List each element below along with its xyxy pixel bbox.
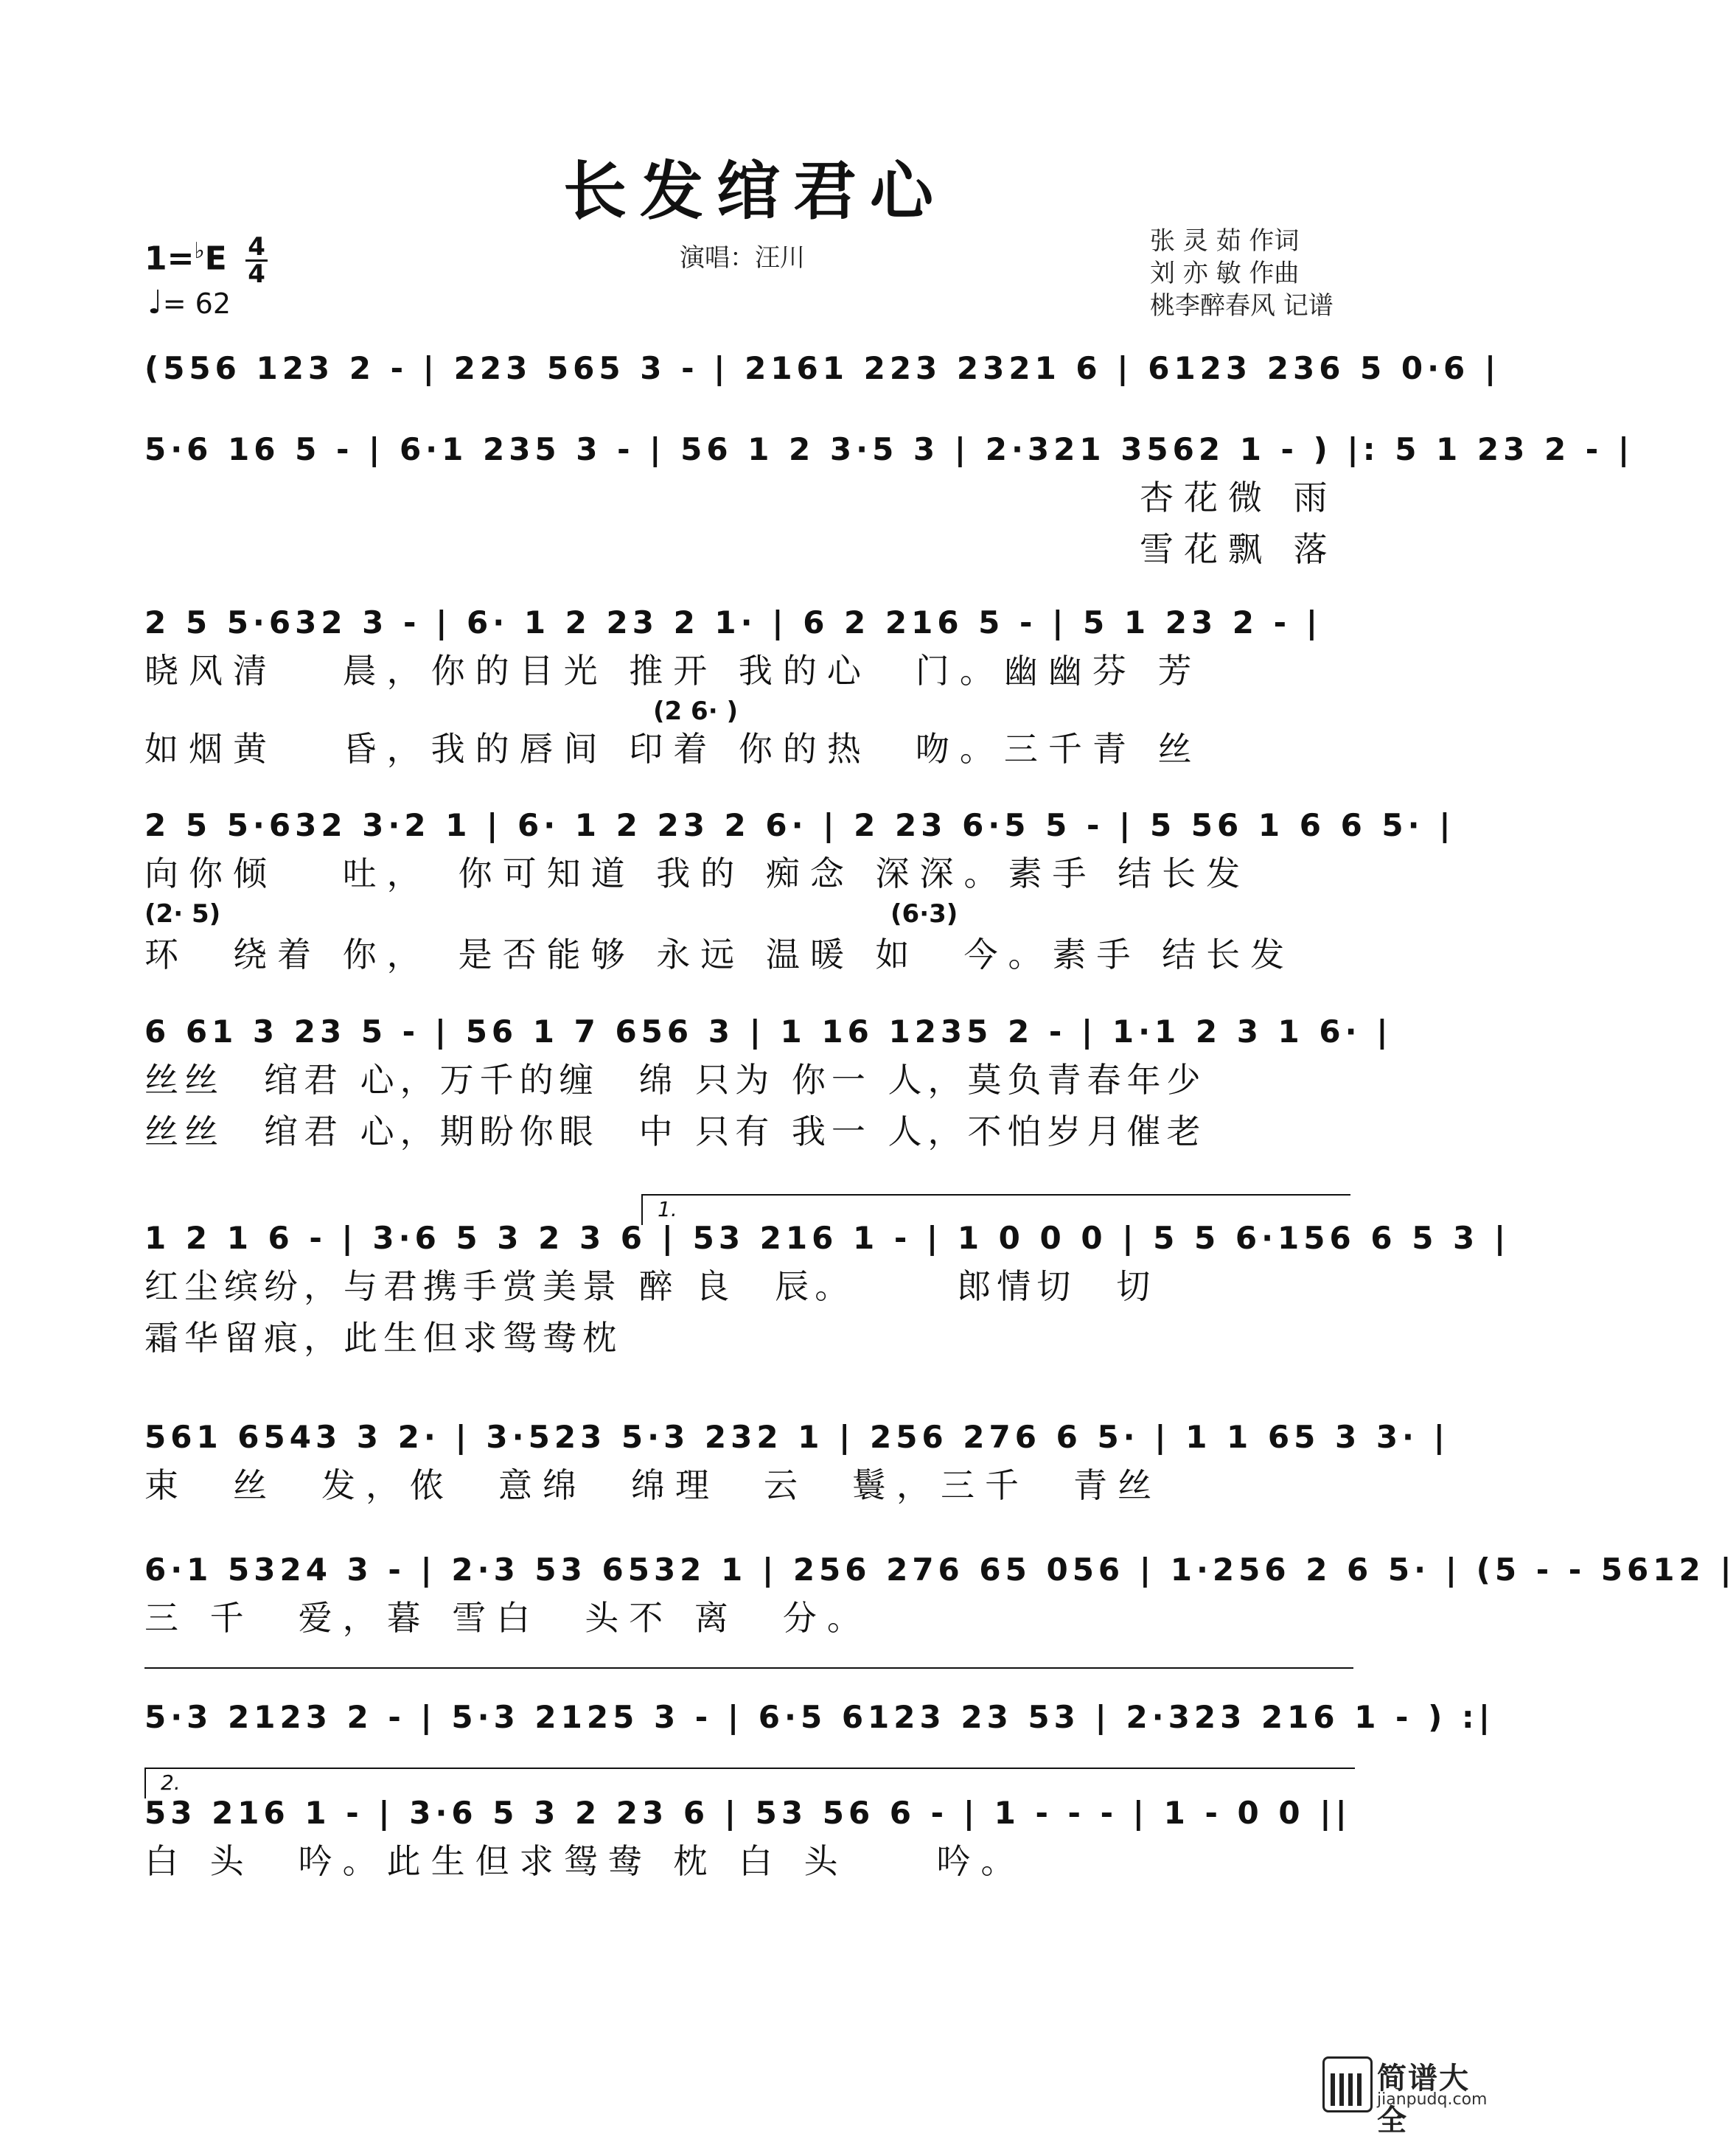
lyric-verse-1: 晓风清 晨，你的目光 推开 我的心 门。幽幽芬 芳 (144, 651, 1202, 691)
time-top: 4 (248, 232, 265, 262)
quarter-note-icon: ♩ (147, 284, 163, 321)
system-9 (144, 1695, 1495, 1740)
key-tonic: E (204, 240, 227, 278)
notes-line: 5·6 16 5 - | 6·1 235 3 - | 56 1 2 3·5 3 | 2·321 3562 1 - ) |: 5 1 23 2 - | (144, 431, 1634, 467)
system-6 (144, 1216, 1510, 1364)
time-signature (245, 234, 268, 287)
lyric-verse-2: 如烟黄 昏，我的唇间 印着 你的热 吻。三千青 丝 (144, 729, 1202, 769)
alt-notes-a: (2· 5) (144, 899, 221, 929)
site-logo[interactable] (1322, 2051, 1499, 2138)
lyric-verse-1: 白 头 吟。此生但求鸳鸯 枕 白 头 吟。 (144, 1841, 1025, 1881)
system-1 (144, 346, 1501, 391)
notes-line: (556 123 2 - | 223 565 3 - | 2161 223 2321 6 | 6123 236 5 0·6 | (144, 350, 1501, 386)
system-8 (144, 1548, 1736, 1644)
lyric-verse-1: 红尘缤纷，与君携手赏美景 醉 良 辰。 郎情切 切 (144, 1266, 1157, 1306)
notes-line: 1 2 1 6 - | 3·6 5 3 2 3 6 | 53 216 1 - | 1 0 0 0 | 5 5 6·156 6 5 3 | (144, 1220, 1510, 1256)
system-3 (144, 601, 1368, 775)
tempo-value: = 62 (162, 287, 231, 320)
performer: 演唱：汪川 (680, 243, 805, 273)
tempo-marking (147, 284, 231, 321)
lyric-verse-1: 杏花微 雨 (1140, 478, 1338, 517)
lyric-verse-1: 三 千 爱，暮 雪白 头不 离 分。 (144, 1598, 871, 1638)
transcriber-credit: 桃李醉春风 记谱 (1150, 291, 1334, 321)
lyricist-credit: 张 灵 茹 作词 (1150, 226, 1300, 256)
system-4 (144, 803, 1455, 980)
song-title: 长发绾君心 (563, 154, 947, 228)
notes-line: 2 5 5·632 3·2 1 | 6· 1 2 23 2 6· | 2 23 6·5 5 - | 5 56 1 6 6 5· | (144, 807, 1455, 843)
notes-line: 6 61 3 23 5 - | 56 1 7 656 3 | 1 16 1235 2 - | 1·1 2 3 1 6· | (144, 1013, 1392, 1050)
volta-1-label: 1. (658, 1197, 677, 1221)
credits (1150, 225, 1334, 322)
notes-line: 5·3 2123 2 - | 5·3 2125 3 - | 6·5 6123 23 53 | 2·323 216 1 - ) :| (144, 1699, 1495, 1735)
logo-name: 简谱大全 (1377, 2062, 1470, 2138)
notes-line: 561 6543 3 2· | 3·523 5·3 232 1 | 256 276 6 5· | 1 1 65 3 3· | (144, 1419, 1449, 1455)
lyric-verse-1: 束 丝 发，侬 意绵 绵理 云 鬟，三千 青丝 (144, 1465, 1162, 1505)
key-signature (144, 234, 268, 287)
composer-credit: 刘 亦 敏 作曲 (1150, 259, 1300, 288)
alt-notes: (2 6· ) (653, 697, 738, 726)
system-5 (144, 1010, 1392, 1157)
alt-notes-row (144, 899, 1368, 929)
lyric-verse-2: 环 绕着 你， 是否能够 永远 温暖 如 今。素手 结长发 (144, 935, 1295, 974)
system-10 (144, 1791, 1368, 1887)
time-bottom: 4 (248, 259, 265, 289)
system-2 (144, 428, 1634, 575)
separator-line (144, 1667, 1353, 1669)
notes-line: 2 5 5·632 3 - | 6· 1 2 23 2 1· | 6 2 216 5 - | 5 1 23 2 - | (144, 604, 1322, 641)
piano-keys-icon (1322, 2056, 1373, 2112)
alt-notes-b: (6·3) (890, 899, 958, 929)
logo-url: jianpudq.com (1377, 2090, 1488, 2109)
lyric-verse-1: 向你倾 吐， 你可知道 我的 痴念 深深。素手 结长发 (144, 854, 1251, 893)
lyric-verse-2: 丝丝 绾君 心，期盼你眼 中 只有 我一 人，不怕岁月催老 (144, 1112, 1207, 1151)
key-prefix: 1= (144, 240, 195, 278)
system-7 (144, 1415, 1449, 1511)
lyric-verse-2: 雪花飘 落 (1140, 529, 1338, 569)
flat-sign: ♭ (194, 237, 205, 264)
notes-line: 6·1 5324 3 - | 2·3 53 6532 1 | 256 276 65 056 | 1·256 2 6 5· | (5 - - 5612 | (144, 1552, 1736, 1588)
lyric-verse-1: 丝丝 绾君 心，万千的缠 绵 只为 你一 人，莫负青春年少 (144, 1060, 1207, 1100)
lyric-verse-2: 霜华留痕，此生但求鸳鸯枕 (144, 1318, 622, 1358)
notes-line: 53 216 1 - | 3·6 5 3 2 23 6 | 53 56 6 - | 1 - - - | 1 - 0 0 || (144, 1795, 1351, 1831)
volta-2-label: 2. (161, 1770, 181, 1795)
